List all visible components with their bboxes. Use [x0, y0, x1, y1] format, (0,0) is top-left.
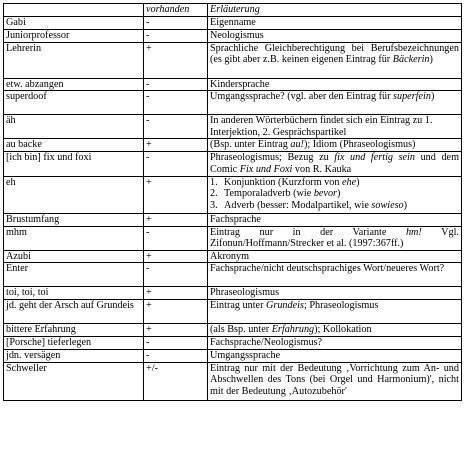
cell-word: bittere Erfahrung	[4, 324, 144, 337]
cell-mark: -	[144, 78, 208, 91]
cell-word: jd. geht der Arsch auf Grundeis	[4, 300, 144, 324]
table-row	[4, 362, 462, 400]
cell-word: toi, toi, toi	[4, 287, 144, 300]
list-item	[210, 177, 459, 189]
cell-word: eh	[4, 176, 144, 213]
cell-word: [Porsche] tieferlegen	[4, 337, 144, 350]
vocabulary-table	[3, 3, 462, 401]
table-row	[4, 78, 462, 91]
cell-mark: -	[144, 337, 208, 350]
list-number: 1.	[210, 176, 218, 188]
note-text: )	[356, 176, 360, 188]
cell-word: äh	[4, 115, 144, 139]
cell-word: Schweller	[4, 362, 144, 400]
note-text: ); Idiom (Phraseologismus)	[303, 139, 416, 151]
cell-mark: +	[144, 324, 208, 337]
cell-mark: +	[144, 287, 208, 300]
header-word	[4, 4, 144, 17]
note-text: Sprachliche Gleichberechtigung bei Berufsbezeichnungen (es gibt aber z.B. keinen eigenen Eintrag für	[210, 42, 459, 66]
table-row	[4, 324, 462, 337]
cell-mark: +/-	[144, 362, 208, 400]
note-italic: ehe	[342, 176, 357, 188]
note-text: Umgangssprache? (vgl. aber den Eintrag für	[210, 91, 394, 103]
cell-word: Brustumfang	[4, 213, 144, 226]
note-text: Vgl. Zifonun/Hoffmann/Strecker et al. (1997:367ff.)	[210, 226, 459, 250]
table-row	[4, 17, 462, 30]
note-text: Eintrag unter	[210, 300, 267, 312]
table-row	[4, 300, 462, 324]
list-item	[210, 188, 459, 200]
note-italic: bevor	[313, 188, 338, 200]
table-row	[4, 115, 462, 139]
cell-word: au backe	[4, 139, 144, 152]
table-header-row	[4, 4, 462, 17]
cell-note: Fachsprache/Neologismus?	[208, 337, 462, 350]
cell-word: Gabi	[4, 17, 144, 30]
cell-mark: -	[144, 226, 208, 250]
note-italic: Fix und Foxi	[239, 163, 293, 175]
cell-mark: +	[144, 213, 208, 226]
cell-note: Eigenname	[208, 17, 462, 30]
cell-mark: -	[144, 152, 208, 176]
cell-note	[208, 324, 462, 337]
cell-word: [ich bin] fix und foxi	[4, 152, 144, 176]
cell-note: Neologismus	[208, 29, 462, 42]
list-number: 3.	[210, 199, 218, 211]
table-row	[4, 287, 462, 300]
note-text: und dem Comic	[210, 152, 459, 175]
numbered-list	[210, 177, 459, 212]
table-row	[4, 226, 462, 250]
note-italic: superfein	[393, 91, 431, 103]
note-text: Adverb (besser: Modalpartikel, wie	[224, 199, 372, 211]
list-number: 2.	[210, 188, 218, 200]
cell-word: Lehrerin	[4, 42, 144, 78]
note-text: )	[403, 199, 408, 211]
table-row	[4, 349, 462, 362]
cell-note	[208, 226, 462, 250]
note-italic: Bäckerin	[392, 54, 430, 66]
cell-mark: -	[144, 91, 208, 115]
cell-note: Umgangssprache	[208, 349, 462, 362]
note-text: Phraseologismus; Bezug zu	[210, 152, 335, 164]
cell-word: jdn. versägen	[4, 349, 144, 362]
note-text: )	[337, 188, 341, 200]
note-text: )	[430, 91, 435, 103]
table-row	[4, 176, 462, 213]
note-italic: hm!	[405, 226, 422, 238]
table-row	[4, 263, 462, 287]
note-italic: Erfahrung	[271, 324, 315, 336]
cell-word: Azubi	[4, 250, 144, 263]
note-text: Eintrag nur in der Variante	[210, 226, 406, 238]
cell-mark: +	[144, 139, 208, 152]
table-row	[4, 29, 462, 42]
table-row	[4, 213, 462, 226]
table-row	[4, 152, 462, 176]
cell-word: Juniorprofessor	[4, 29, 144, 42]
cell-note: Akronym	[208, 250, 462, 263]
table-row	[4, 91, 462, 115]
cell-mark: -	[144, 349, 208, 362]
note-text: Temporaladverb (wie	[224, 188, 314, 200]
note-italic: Grundeis	[266, 300, 304, 312]
cell-mark: +	[144, 176, 208, 213]
note-text: ); Kollokation	[314, 324, 372, 336]
note-text: von R. Kauka	[292, 163, 352, 175]
table-row	[4, 337, 462, 350]
header-erlaeuterung: Erläuterung	[208, 4, 462, 17]
cell-word: etw. abzangen	[4, 78, 144, 91]
note-text: (als Bsp. unter	[210, 324, 272, 336]
cell-note	[208, 42, 462, 78]
cell-note	[208, 300, 462, 324]
cell-note: Phraseologismus	[208, 287, 462, 300]
cell-word: superdoof	[4, 91, 144, 115]
cell-note: Fachsprache	[208, 213, 462, 226]
cell-mark: +	[144, 42, 208, 78]
cell-mark: +	[144, 300, 208, 324]
cell-note	[208, 152, 462, 176]
cell-note: Kindersprache	[208, 78, 462, 91]
cell-note	[208, 139, 462, 152]
list-item	[210, 200, 459, 212]
note-italic: sowieso	[371, 199, 404, 211]
cell-note: Eintrag nur mit der Bedeutung ‚Vorrichtung zum An- und Abschwellen des Tons (bei Orgel und Harmonium)', nicht mit der Bedeutung ‚Autozubehör'	[208, 362, 462, 400]
note-text: ; Phraseologismus	[303, 300, 379, 312]
cell-note: In anderen Wörterbüchern findet sich ein Eintrag zu 1. Interjektion, 2. Gesprächspartikel	[208, 115, 462, 139]
cell-note	[208, 176, 462, 213]
note-text: Konjunktion (Kurzform von	[224, 176, 342, 188]
table-row	[4, 42, 462, 78]
cell-mark: -	[144, 263, 208, 287]
cell-note	[208, 91, 462, 115]
note-italic: au!	[290, 139, 304, 151]
cell-word: Enter	[4, 263, 144, 287]
table-row	[4, 250, 462, 263]
note-text: (Bsp. unter Eintrag	[210, 139, 291, 151]
cell-mark: +	[144, 250, 208, 263]
note-italic: fix und fertig sein	[334, 152, 415, 164]
header-vorhanden: vorhanden	[144, 4, 208, 17]
cell-mark: -	[144, 115, 208, 139]
cell-mark: -	[144, 17, 208, 30]
note-text: )	[429, 54, 433, 66]
cell-mark: -	[144, 29, 208, 42]
cell-word: mhm	[4, 226, 144, 250]
table-row	[4, 139, 462, 152]
cell-note: Fachsprache/nicht deutschsprachiges Wort/neueres Wort?	[208, 263, 462, 287]
